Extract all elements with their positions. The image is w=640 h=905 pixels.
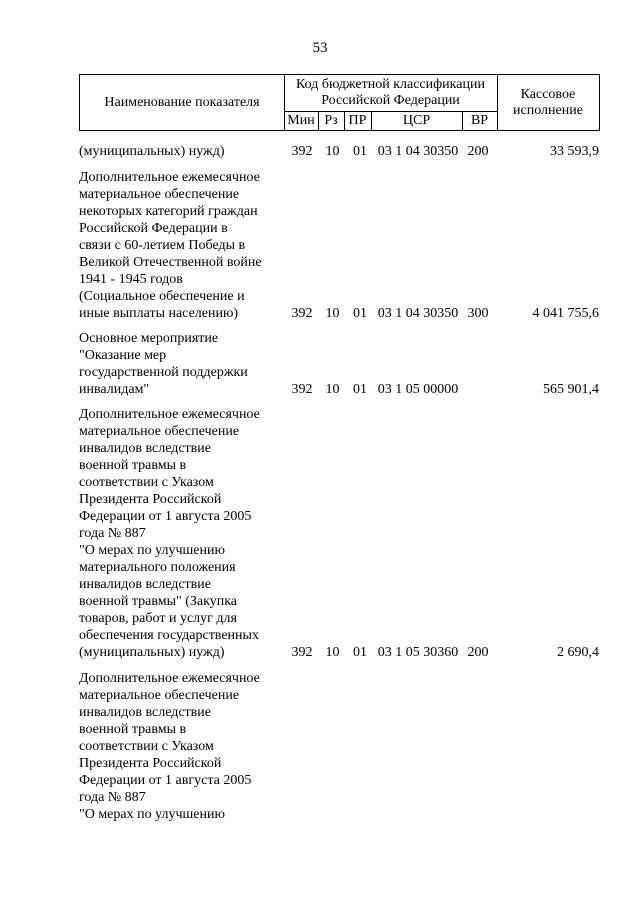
header-rz-cell — [318, 111, 345, 131]
header-min-cell — [284, 111, 319, 131]
row-min: 392 — [291, 645, 313, 660]
row-csr: 03 1 05 00000 — [377, 382, 459, 397]
row-pr: 01 — [353, 645, 367, 660]
row-min: 392 — [291, 144, 313, 159]
row-sum: 4 041 755,6 — [532, 306, 599, 321]
header-rz: Рз — [324, 113, 338, 128]
row-sum: 565 901,4 — [543, 382, 599, 397]
row-sum: 33 593,9 — [550, 144, 599, 159]
row-vr: 200 — [467, 645, 489, 660]
header-pr-cell — [344, 111, 372, 131]
row-csr: 03 1 04 30350 — [377, 144, 459, 159]
row-pr: 01 — [353, 144, 367, 159]
table-row — [79, 143, 599, 160]
row-name: Основное мероприятие "Оказание мер государственной поддержки инвалидам" — [79, 331, 248, 397]
header-exec: Кассовое исполнение — [513, 86, 583, 118]
row-name: Дополнительное ежемесячное материальное обеспечение инвалидов вследствие военной травмы в соответствии с Указом Президента Российской Федерации от 1 августа 2005 года № 887 "О мерах по улучшению — [79, 671, 260, 822]
row-rz: 10 — [325, 645, 340, 660]
row-csr: 03 1 04 30350 — [377, 306, 459, 321]
header-min: Мин — [287, 113, 315, 128]
row-name: Дополнительное ежемесячное материальное обеспечение некоторых категорий граждан Российской Федерации в связи с 60-летием Победы в Великой Отечественной войне 1941 - 1945 годов (Социальное обеспечение и иные выплаты населению) — [79, 170, 262, 321]
row-vr: 300 — [467, 306, 489, 321]
header-vr-cell — [462, 111, 498, 131]
row-min: 392 — [291, 382, 313, 397]
header-csr: ЦСР — [402, 113, 431, 128]
table-row — [79, 670, 599, 823]
table-row — [79, 169, 599, 322]
row-name: (муниципальных) нужд) — [79, 144, 225, 159]
row-rz: 10 — [325, 306, 340, 321]
header-name: Наименование показателя — [104, 94, 260, 110]
row-csr: 03 1 05 30360 — [377, 645, 459, 660]
row-pr: 01 — [353, 382, 367, 397]
row-rz: 10 — [325, 382, 340, 397]
row-sum: 2 690,4 — [557, 645, 599, 660]
page-number: 53 — [312, 40, 328, 56]
row-pr: 01 — [353, 306, 367, 321]
header-pr: ПР — [348, 113, 367, 128]
header-csr-cell — [371, 111, 463, 131]
header-vr: ВР — [470, 113, 489, 128]
header-name-cell — [79, 74, 285, 131]
row-name: Дополнительное ежемесячное материальное обеспечение инвалидов вследствие военной травмы в соответствии с Указом Президента Российской Федерации от 1 августа 2005 года № 887 "О мерах по улучшению материального положения инвалидов вследствие военной травмы" (Закупка товаров, работ и услуг для обеспечения государственных (муниципальных) нужд) — [79, 407, 260, 660]
header-exec-cell — [497, 74, 600, 131]
table-row — [79, 330, 599, 398]
header-code-group — [284, 74, 498, 112]
row-rz: 10 — [325, 144, 340, 159]
header-code-group-label: Код бюджетной классификации Российской Федерации — [296, 77, 485, 108]
row-min: 392 — [291, 306, 313, 321]
row-vr: 200 — [467, 144, 489, 159]
table-row — [79, 406, 599, 661]
